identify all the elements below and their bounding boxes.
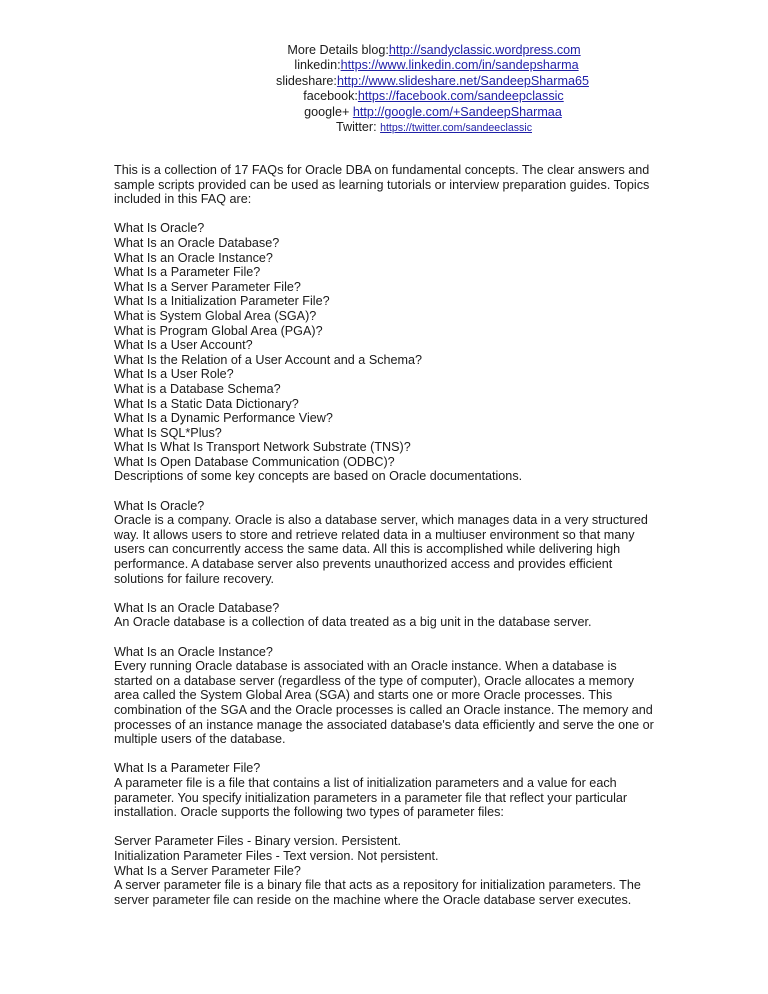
linkedin-label: linkedin: — [294, 58, 341, 73]
google-link[interactable]: http://google.com/+SandeepSharmaa — [352, 104, 562, 119]
intro-line-1: This is a collection of 17 FAQs for Oracle DBA on fundamental concepts. The clear answers and — [114, 163, 650, 177]
facebook-link[interactable]: https://facebook.com/sandeepclassic — [357, 89, 564, 104]
list-item: What Is a Initialization Parameter File? — [114, 294, 330, 309]
contact-header — [0, 43, 768, 136]
list-item: What Is a Dynamic Performance View? — [114, 411, 333, 426]
document-body — [114, 163, 654, 907]
twitter-line — [0, 120, 768, 136]
list-item: What Is an Oracle Database? — [114, 235, 280, 250]
section-line: Oracle is a company. Oracle is also a database server, which manages data in a very structured — [114, 513, 648, 528]
twitter-label: Twitter: — [335, 120, 381, 135]
list-item: What Is Open Database Communication (ODBC)? — [114, 454, 395, 469]
section-heading-instance: What Is an Oracle Instance? — [114, 644, 273, 659]
section-heading-parameter-file: What Is a Parameter File? — [114, 761, 261, 776]
section-line: way. It allows users to store and retrieve related data in a multiuser environment so that many — [114, 527, 635, 542]
facebook-label: facebook: — [303, 89, 358, 104]
section-heading-oracle: What Is Oracle? — [114, 498, 205, 513]
section-line: A parameter file is a file that contains a list of initialization parameters and a value for each — [114, 775, 617, 790]
section-line: Every running Oracle database is associated with an Oracle instance. When a database is — [114, 659, 617, 674]
list-item: What Is an Oracle Instance? — [114, 250, 273, 265]
section-line: multiple users of the database. — [114, 732, 286, 747]
blog-line — [0, 43, 768, 58]
parameter-type-list — [114, 834, 654, 863]
google-line — [0, 105, 768, 120]
list-item: Initialization Parameter Files - Text version. Not persistent. — [114, 848, 439, 863]
spacer — [114, 630, 654, 645]
list-item: What Is SQL*Plus? — [114, 425, 222, 440]
section-line: performance. A database server also prevents unauthorized access and provides efficient — [114, 557, 613, 572]
section-line: installation. Oracle supports the following two types of parameter files: — [114, 805, 504, 820]
section-line: solutions for failure recovery. — [114, 571, 275, 586]
spacer — [114, 586, 654, 601]
section-heading-database: What Is an Oracle Database? — [114, 600, 280, 615]
section-line: users can concurrently access the same data. All this is accomplished while delivering high — [114, 542, 621, 557]
list-item: What Is a Parameter File? — [114, 265, 261, 280]
section-line: combination of the SGA and the Oracle processes is called an Oracle instance. The memory and — [114, 702, 653, 717]
list-item: What is a Database Schema? — [114, 381, 281, 396]
facebook-line — [0, 89, 768, 104]
list-item: What Is Oracle? — [114, 221, 205, 236]
section-line: server parameter file can reside on the machine where the Oracle database server executes. — [114, 892, 632, 907]
list-item: What is Program Global Area (PGA)? — [114, 323, 323, 338]
spacer — [114, 484, 654, 499]
spacer — [114, 747, 654, 762]
google-label: google+ — [304, 104, 353, 119]
section-line: processes of an instance manage the associated database's data efficiently and serve the one or — [114, 717, 654, 732]
intro-line-3: included in this FAQ are: — [114, 192, 252, 207]
section-heading-server-parameter-file: What Is a Server Parameter File? — [114, 863, 301, 878]
section-line: An Oracle database is a collection of data treated as a big unit in the database server. — [114, 615, 592, 630]
list-item: What is System Global Area (SGA)? — [114, 308, 317, 323]
list-item: Server Parameter Files - Binary version. Persistent. — [114, 834, 401, 849]
spacer — [114, 207, 654, 222]
linkedin-link[interactable]: https://www.linkedin.com/in/sandepsharma — [340, 58, 579, 73]
section-line: started on a database server (regardless of the type of computer), Oracle allocates a memory — [114, 673, 635, 688]
descriptions-note: Descriptions of some key concepts are based on Oracle documentations. — [114, 469, 523, 484]
section-line: parameter. You specify initialization parameters in a parameter file that reflect your particular — [114, 790, 628, 805]
list-item: What Is a User Account? — [114, 338, 253, 353]
slideshare-line — [0, 74, 768, 89]
twitter-link[interactable]: https://twitter.com/sandeeclassic — [380, 122, 532, 135]
section-line: area called the System Global Area (SGA) and starts one or more Oracle processes. This — [114, 688, 613, 703]
list-item: What Is a User Role? — [114, 367, 234, 382]
list-item: What Is a Server Parameter File? — [114, 279, 301, 294]
linkedin-line — [0, 58, 768, 73]
list-item: What Is a Static Data Dictionary? — [114, 396, 299, 411]
intro-line-2: sample scripts provided can be used as learning tutorials or interview preparation guides. Topics — [114, 177, 650, 192]
blog-label: More Details blog: — [287, 43, 389, 57]
section-line: A server parameter file is a binary file that acts as a repository for initialization parameters. The — [114, 878, 641, 893]
faq-topic-list — [114, 221, 654, 469]
list-item: What Is What Is Transport Network Substrate (TNS)? — [114, 440, 411, 455]
spacer — [114, 820, 654, 835]
list-item: What Is the Relation of a User Account and a Schema? — [114, 352, 423, 367]
slideshare-label: slideshare: — [276, 73, 337, 88]
slideshare-link[interactable]: http://www.slideshare.net/SandeepSharma65 — [336, 73, 589, 88]
blog-link[interactable]: http://sandyclassic.wordpress.com — [388, 43, 581, 57]
